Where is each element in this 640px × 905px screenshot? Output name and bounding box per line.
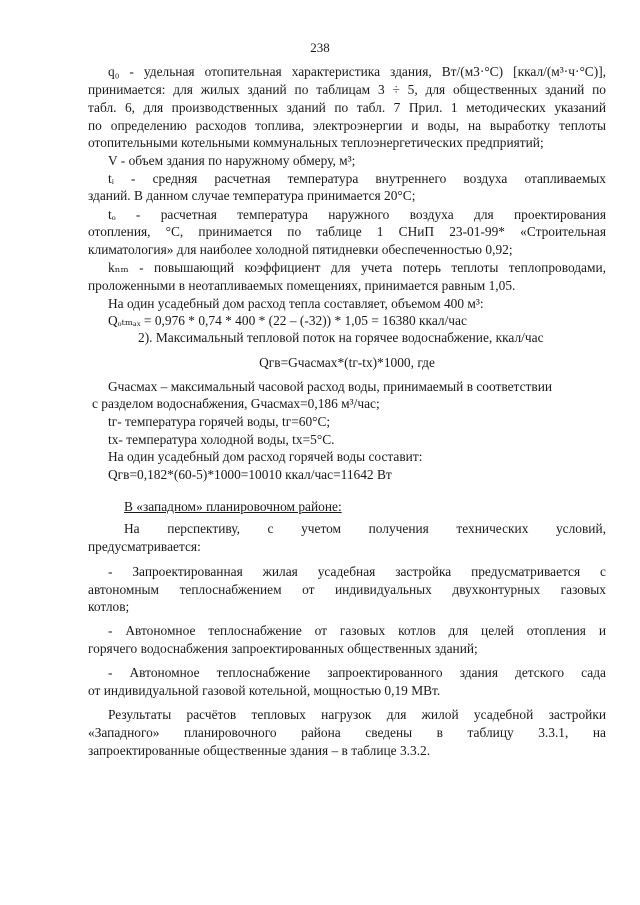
text-line: горячего водоснабжения запроектированных общественных зданий;: [88, 641, 478, 656]
text-line: от индивидуальной газовой котельной, мощностью 0,19 МВт.: [88, 683, 441, 698]
text-line: Результаты расчётов тепловых нагрузок для жилой усадебной застройки: [108, 707, 606, 722]
text-line: На один усадебный дом расход горячей воды составит:: [108, 449, 423, 464]
text-line: «Западного» планировочного района сведены в таблицу 3.3.1, на: [88, 725, 606, 740]
text-line: с разделом водоснабжения, Gчасмах=0,186 м³/час;: [92, 396, 380, 411]
text-line: На перспективу, с учетом получения технических условий,: [124, 521, 606, 536]
text-line: принимается: для жилых зданий по таблицам 3 ÷ 5, для общественных зданий по: [88, 82, 606, 97]
list-item: - Автономное теплоснабжение от газовых котлов для целей отопления и: [108, 623, 606, 638]
text-line: отопительными котельными коммунальных теплоэнергетических предприятий;: [88, 135, 544, 150]
section-heading: В «западном» планировочном районе:: [124, 499, 342, 514]
text-line: зданий. В данном случае температура принимается 20°С;: [88, 188, 416, 203]
text-line: Gчасмах – максимальный часовой расход воды, принимаемый в соответствии: [108, 379, 553, 394]
text-line: tᵢ - средняя расчетная температура внутреннего воздуха отапливаемых: [108, 171, 606, 186]
text-line: На один усадебный дом расход тепла составляет, объемом 400 м³:: [108, 296, 484, 311]
list-item: - Запроектированная жилая усадебная застройка предусматривается с: [108, 564, 606, 579]
formula-heat-consumption: Qₒₜₘₐₓ = 0,976 * 0,74 * 400 * (22 – (-32)) * 1,05 = 16380 ккал/час: [108, 313, 467, 328]
text-line: отопления, °С, принимается по таблице 1 СНиП 23-01-99* «Строительная: [88, 224, 606, 239]
text-line: по определению расходов топлива, электроэнергии и воды, на выработку теплоты: [88, 118, 606, 133]
page-number: 238: [310, 40, 330, 55]
text-line: q₀ - удельная отопительная характеристика здания, Вт/(м3·°С) [ккал/(м³·ч·°С)],: [108, 64, 606, 79]
text-line: tₒ - расчетная температура наружного воздуха для проектирования: [108, 207, 606, 222]
text-line: проложенными в неотапливаемых помещениях, принимается равным 1,05.: [88, 278, 516, 293]
text-line: табл. 6, для производственных зданий по табл. 7 Прил. 1 методических указаний: [88, 100, 606, 115]
text-line: tг- температура горячей воды, tг=60°С;: [108, 414, 331, 429]
text-line: климатология» для наиболее холодной пятидневки обеспеченностью 0,92;: [88, 242, 513, 257]
text-line: предусматривается:: [88, 539, 201, 554]
formula-hot-water-result: Qгв=0,182*(60-5)*1000=10010 ккал/час=11642 Вт: [108, 467, 392, 482]
list-item: - Автономное теплоснабжение запроектированного здания детского сада: [108, 665, 606, 680]
text-line: V - объем здания по наружному обмеру, м³;: [108, 153, 356, 168]
text-line: kₙₘ - повышающий коэффициент для учета потерь теплоты теплопроводами,: [108, 260, 606, 275]
text-line: котлов;: [88, 599, 130, 614]
text-line: 2). Максимальный тепловой поток на горячее водоснабжение, ккал/час: [138, 330, 544, 345]
text-line: запроектированные общественные здания – в таблице 3.3.2.: [88, 743, 431, 758]
text-line: автономным теплоснабжением от индивидуальных двухконтурных газовых: [88, 582, 606, 597]
formula-hot-water: Qгв=Gчасмах*(tг-tх)*1000, где: [259, 355, 435, 370]
text-line: tх- температура холодной воды, tх=5°С.: [108, 432, 335, 447]
